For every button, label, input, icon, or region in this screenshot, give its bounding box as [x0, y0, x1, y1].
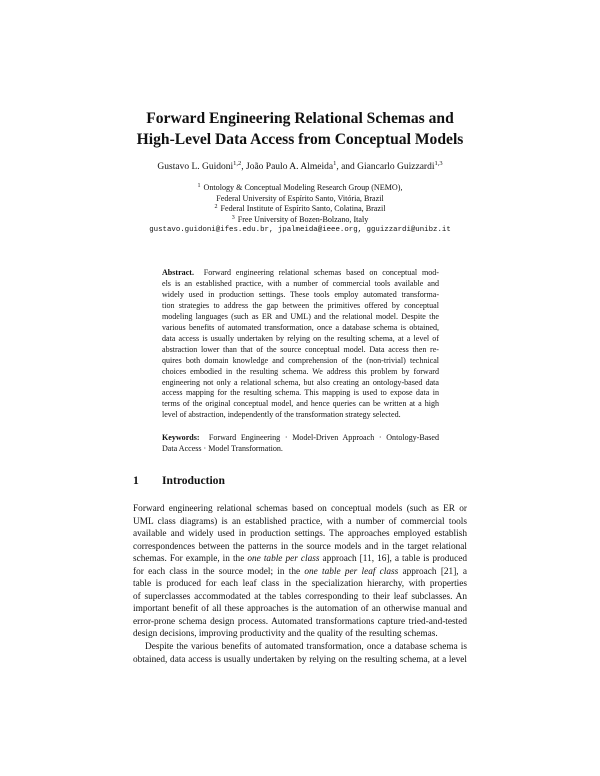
affiliation-line [0, 204, 600, 215]
keywords-label: Keywords: [162, 433, 200, 442]
body-line: Despite the various benefits of automated transformation, once a database schema is [145, 642, 467, 653]
author-affiliation-mark: 1,2 [233, 160, 242, 167]
abstract-line: access mapping for the resulting schema. This mapping is used to expose data in [162, 388, 439, 398]
keywords-line [162, 433, 439, 444]
abstract-line: engineering not only a relational schema, but also creating an ontology-based data [162, 377, 439, 387]
body-line: obtained, data access is usually undertaken by relying on the resulting schema, at a level [133, 654, 467, 665]
abstract-line: widely used in production settings. These tools employ automated transforma- [162, 289, 439, 299]
title-line-1: Forward Engineering Relational Schemas and [146, 110, 454, 127]
abstract-line: quires both domain knowledge and comprehension of the (non-trivial) technical [162, 355, 439, 365]
title-line-2: High-Level Data Access from Conceptual Models [136, 131, 464, 148]
body-line: correspondences between the patterns in the source models and in the target relational [133, 541, 467, 552]
author-name: , João Paulo A. Almeida [241, 162, 334, 172]
abstract-line: various benefits of automated transformation, once a database schema is obtained, [162, 322, 439, 332]
affiliation-text: Ontology & Conceptual Modeling Research Group (NEMO), [203, 183, 403, 192]
author-affiliation-mark: 1,3 [434, 160, 443, 167]
abstract-line: els is an established practice, with a number of commercial tools available and [162, 278, 439, 288]
keywords-line: Data Access · Model Transformation. [162, 443, 283, 453]
abstract [162, 268, 439, 421]
abstract-line: abstraction lower than that of the source conceptual model. Data access then re- [162, 344, 439, 354]
emphasis: one table per class [247, 554, 320, 565]
body-line: error-prone schema design process. Automated transformations capture tried-and-tested [133, 616, 467, 627]
body-line: for each class in the source model; in the one table per leaf class approach [21], a [133, 566, 467, 577]
abstract-line: modeling languages (such as ER and UML) and the relational model. Despite the [162, 311, 439, 321]
author-name: , and Giancarlo Guizzardi [336, 162, 435, 172]
affiliation-text: Free University of Bozen-Bolzano, Italy [237, 214, 369, 224]
author-name: Gustavo L. Guidoni [157, 162, 234, 172]
abstract-line: level of abstraction, independently of the transformation strategy selected. [162, 410, 401, 420]
paper-title [0, 108, 600, 150]
body-line: schemas. For example, in the one table per class approach [11, 16], a table is produced [133, 554, 467, 565]
body-line: of superclasses accommodated at the tables corresponding to their leaf subclasses. An [133, 591, 467, 602]
affiliation-number: 3 [231, 214, 235, 221]
body-line: available and widely used in production settings. The approaches employed establish [133, 529, 467, 540]
abstract-line: data access is usually undertaken by relying on the resulting schema, at a level of [162, 333, 439, 343]
section-heading [133, 474, 225, 487]
keywords-text: Forward Engineering · Model-Driven Approach · Ontology-Based [208, 433, 439, 442]
affiliation-line [0, 215, 600, 226]
body-text [133, 503, 467, 666]
affiliation-line: Federal University of Espírito Santo, Vitória, Brazil [216, 193, 384, 203]
body-line: table is produced for each leaf class in the specialization hierarchy, with properties [133, 579, 467, 590]
author-affiliation-mark: 1 [333, 160, 337, 167]
abstract-line: choices embodied in the resulting schema. We address this problem by forward [162, 366, 439, 376]
section-number: 1 [133, 474, 139, 487]
affiliation-number: 2 [214, 204, 218, 211]
section-title: Introduction [162, 474, 225, 487]
affiliations [0, 183, 600, 236]
body-line: important benefit of all these approaches is the automation of an otherwise manual and [133, 604, 467, 615]
body-line: Forward engineering relational schemas based on conceptual models (such as ER or [133, 504, 467, 514]
body-line: UML class diagrams) is an established practice, with a number of commercial tools [133, 516, 467, 527]
affiliation-number: 1 [197, 183, 201, 189]
abstract-line: tion strategies to address the gap between the primitives offered by conceptual [162, 300, 439, 310]
body-line: design decisions, improving productivity and the quality of the resulting schemas. [133, 629, 438, 640]
abstract-line [162, 268, 439, 279]
keywords [162, 433, 439, 455]
abstract-label: Abstract. [162, 268, 194, 277]
affiliation-line [0, 183, 600, 194]
emphasis: one table per leaf class [304, 566, 399, 577]
abstract-text: Forward engineering relational schemas based on conceptual mod- [203, 268, 439, 277]
abstract-line: terms of the original conceptual model, and hence queries can be written at a high [162, 399, 439, 409]
author-emails: gustavo.guidoni@ifes.edu.br, jpalmeida@ieee.org, gguizzardi@unibz.it [149, 226, 451, 235]
affiliation-text: Federal Institute of Espírito Santo, Colatina, Brazil [220, 204, 386, 214]
author-list [0, 162, 600, 172]
